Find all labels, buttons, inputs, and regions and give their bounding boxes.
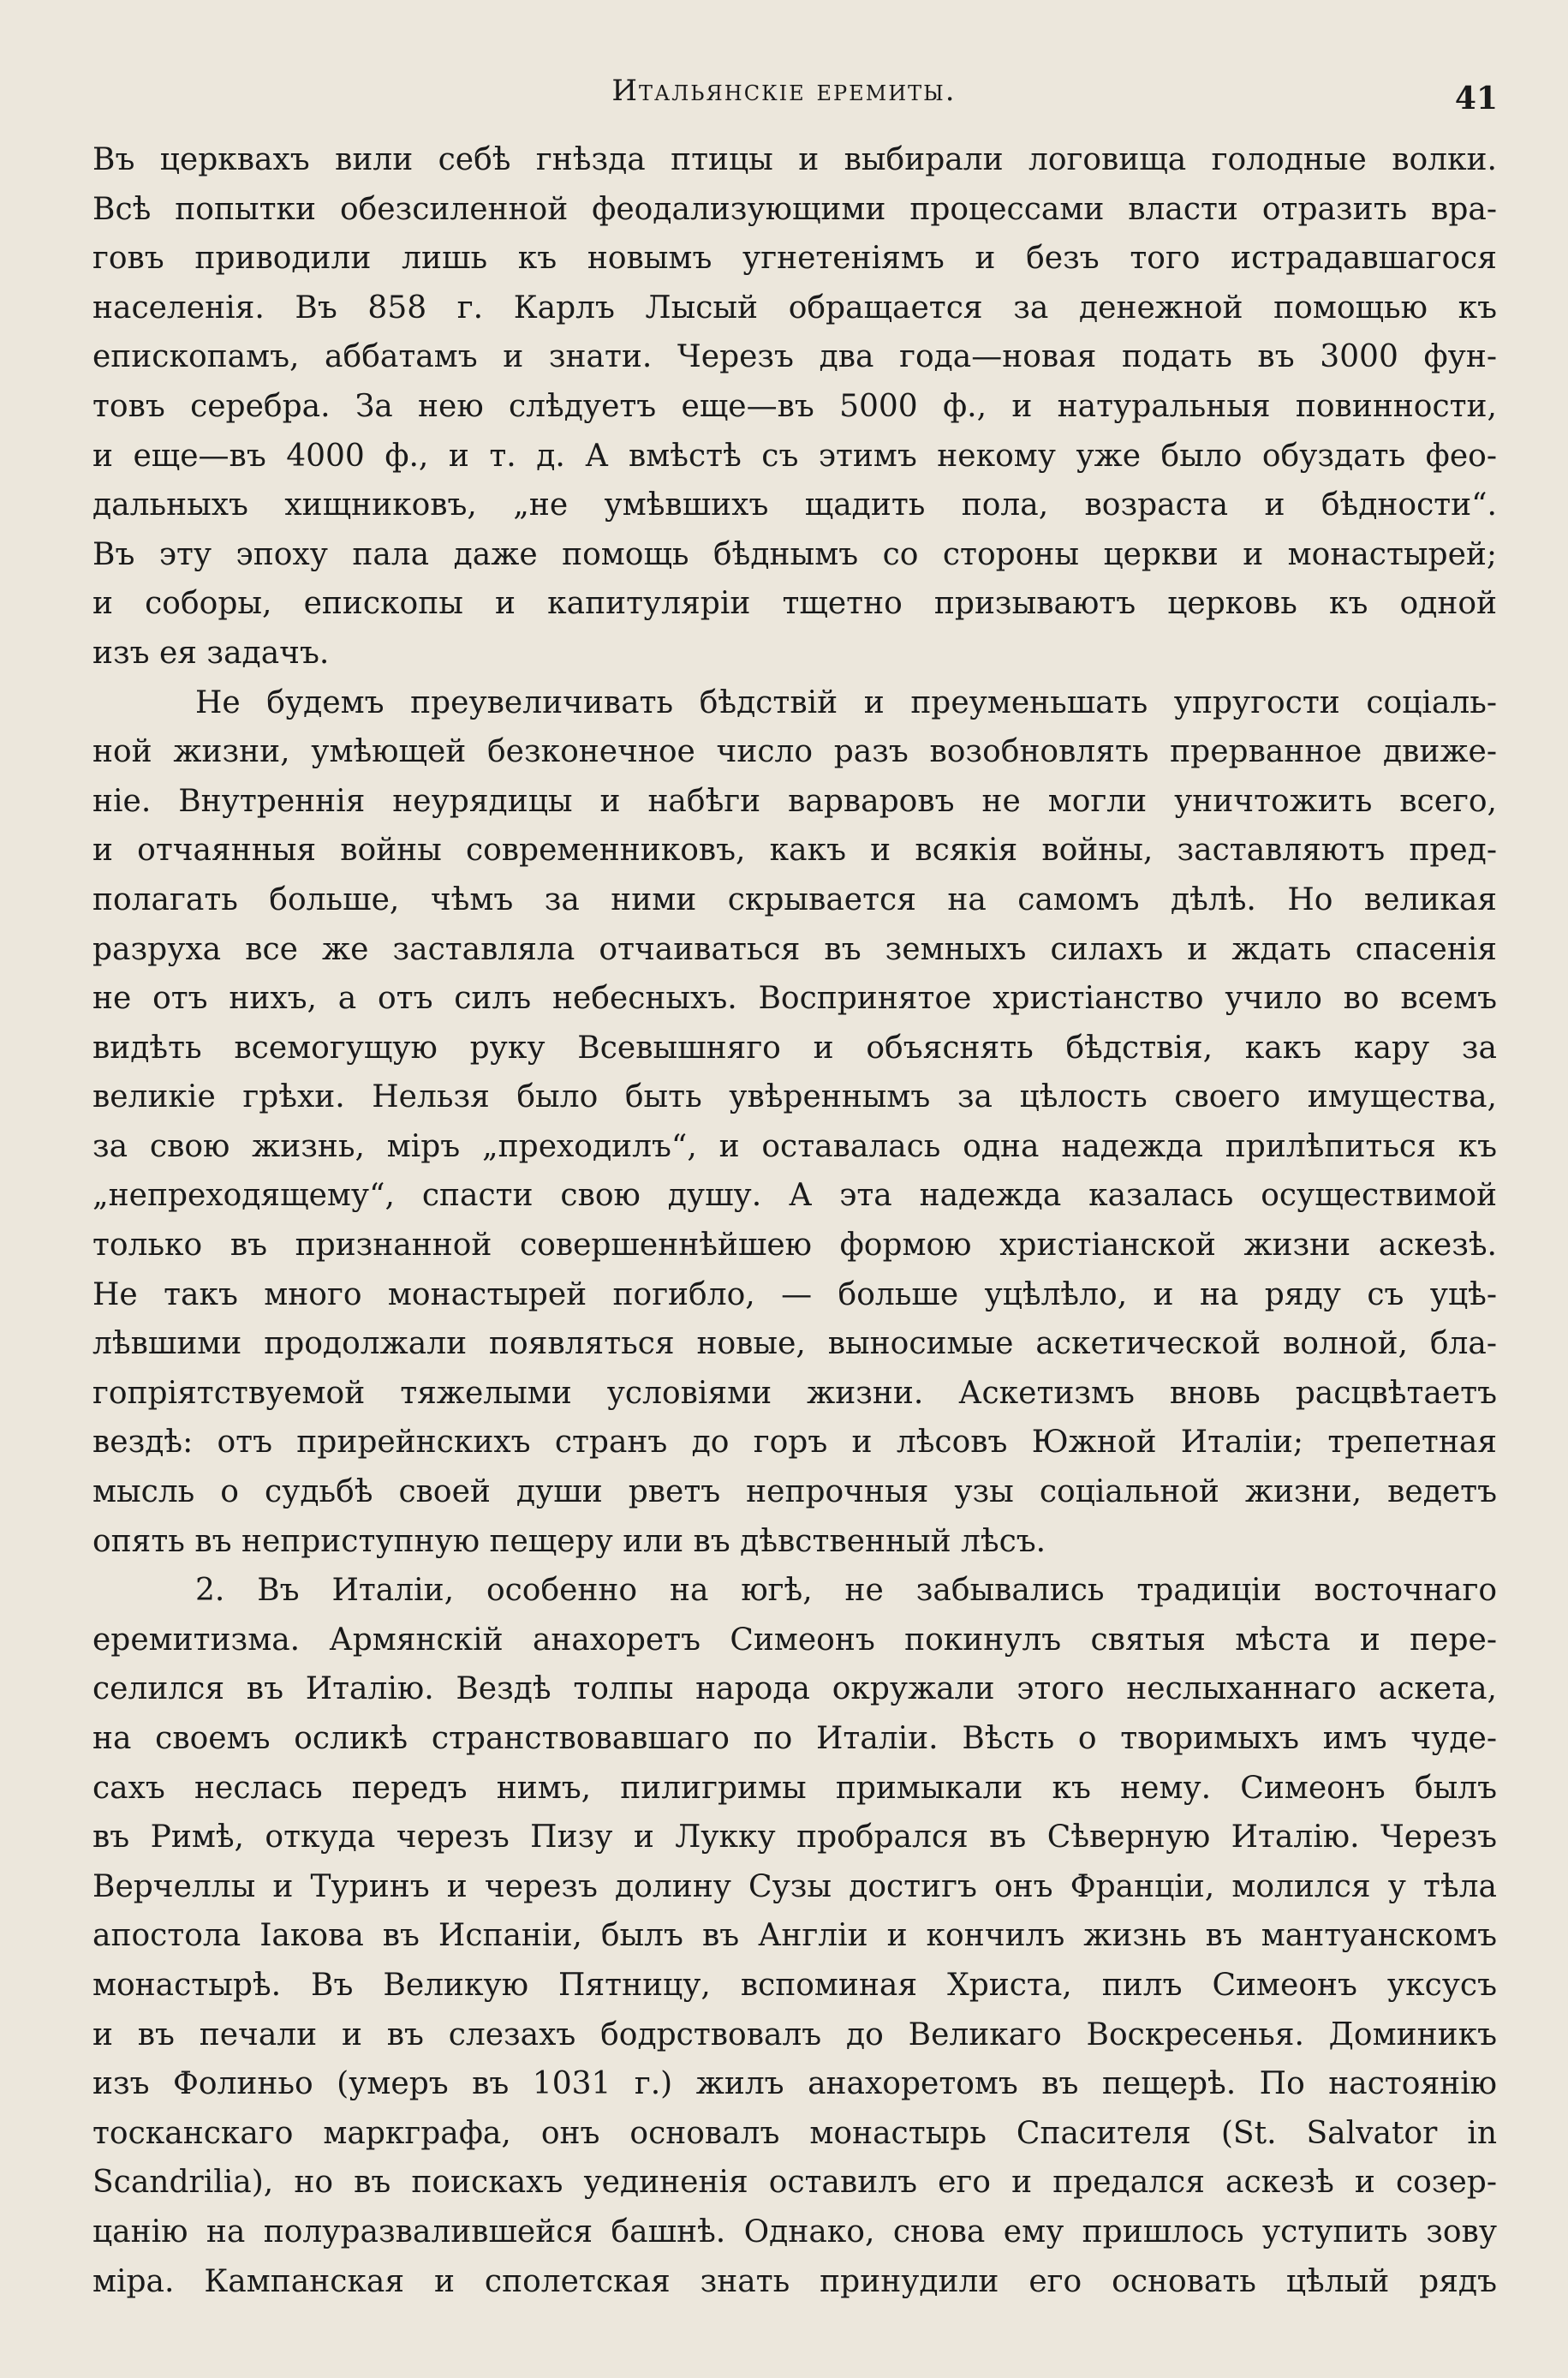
text-line: въ Римѣ, откуда черезъ Пизу и Лукку пробрался въ Сѣверную Италію. Черезъ <box>92 1819 1497 1855</box>
text-line: ной жизни, умѣющей безконечное число разъ возобновлять прерванное движе- <box>92 734 1497 770</box>
text-line: Верчеллы и Туринъ и черезъ долину Сузы достигъ онъ Франціи, молился у тѣла <box>92 1868 1497 1904</box>
text-line: товъ серебра. За нею слѣдуетъ еще—въ 5000 ф., и натуральныя повинности, <box>92 388 1497 424</box>
text-line: Scandrilia), но въ поискахъ уединенія оставилъ его и предался аскезѣ и созер- <box>92 2165 1497 2201</box>
text-line: видѣть всемогущую руку Всевышняго и объяснять бѣдствія, какъ кару за <box>92 1030 1497 1066</box>
text-line: Всѣ попытки обезсиленной феодализующими процессами власти отразить вра- <box>92 191 1497 227</box>
text-line: только въ признанной совершеннѣйшею формою христіанской жизни аскезѣ. <box>92 1228 1497 1264</box>
body-text <box>92 135 1497 2306</box>
text-line: населенія. Въ 858 г. Карлъ Лысый обращается за денежной помощью къ <box>92 290 1497 326</box>
text-line: міра. Кампанская и сполетская знать принудили его основать цѣлый рядъ <box>92 2263 1497 2299</box>
text-line: и соборы, епископы и капитуляріи тщетно призываютъ церковь къ одной <box>92 586 1497 622</box>
text-line: еремитизма. Армянскій анахоретъ Симеонъ покинулъ святыя мѣста и пере- <box>92 1622 1497 1658</box>
text-line: тосканскаго маркграфа, онъ основалъ монастырь Спасителя (St. Salvator in <box>92 2115 1497 2151</box>
text-line: лѣвшими продолжали появляться новые, выносимые аскетической волной, бла- <box>92 1326 1497 1362</box>
text-line: не отъ нихъ, а отъ силъ небесныхъ. Воспринятое христіанство учило во всемъ <box>92 981 1497 1017</box>
text-line: Въ эту эпоху пала даже помощь бѣднымъ со стороны церкви и монастырей; <box>92 536 1497 572</box>
text-line: гопріятствуемой тяжелыми условіями жизни. Аскетизмъ вновь расцвѣтаетъ <box>92 1375 1497 1411</box>
running-title: Итальянскіе еремиты. <box>611 74 957 108</box>
text-line: „непреходящему“, спасти свою душу. А эта надежда казалась осуществимой <box>92 1178 1497 1214</box>
text-line: мысль о судьбѣ своей души рветъ непрочныя узы соціальной жизни, ведетъ <box>92 1474 1497 1510</box>
text-line: селился въ Италію. Вездѣ толпы народа окружали этого неслыханнаго аскета, <box>92 1671 1497 1707</box>
text-line: цанію на полуразвалившейся башнѣ. Однако, снова ему пришлось уступить зову <box>92 2214 1497 2250</box>
text-line: изъ Фолиньо (умеръ въ 1031 г.) жилъ анахоретомъ въ пещерѣ. По настоянію <box>92 2066 1497 2102</box>
text-line: говъ приводили лишь къ новымъ угнетеніямъ и безъ того истрадавшагося <box>92 241 1497 277</box>
text-line: 2. Въ Италіи, особенно на югѣ, не забывались традиціи восточнаго <box>195 1573 1497 1609</box>
text-line: монастырѣ. Въ Великую Пятницу, вспоминая Христа, пилъ Симеонъ уксусъ <box>92 1967 1497 2003</box>
text-line: сахъ неслась передъ нимъ, пилигримы примыкали къ нему. Симеонъ былъ <box>92 1770 1497 1806</box>
text-line: опять въ неприступную пещеру или въ дѣвственный лѣсъ. <box>92 1523 1046 1559</box>
text-line: дальныхъ хищниковъ, „не умѣвшихъ щадить пола, возраста и бѣдности“. <box>92 487 1497 523</box>
text-line: великіе грѣхи. Нельзя было быть увѣреннымъ за цѣлость своего имущества, <box>92 1079 1497 1115</box>
running-head <box>0 74 1568 117</box>
text-line: разруха все же заставляла отчаиваться въ земныхъ силахъ и ждать спасенія <box>92 931 1497 967</box>
text-line: на своемъ осликѣ странствовавшаго по Италіи. Вѣсть о творимыхъ имъ чуде- <box>92 1721 1497 1756</box>
text-line: за свою жизнь, міръ „преходилъ“, и оставалась одна надежда прилѣпиться къ <box>92 1128 1497 1164</box>
text-line: и въ печали и въ слезахъ бодрствовалъ до Великаго Воскресенья. Доминикъ <box>92 2017 1497 2052</box>
text-line: ніе. Внутреннія неурядицы и набѣги варваровъ не могли уничтожить всего, <box>92 783 1497 819</box>
text-line: изъ ея задачъ. <box>92 635 330 671</box>
text-line: вездѣ: отъ прирейнскихъ странъ до горъ и лѣсовъ Южной Италіи; трепетная <box>92 1425 1497 1461</box>
text-line: Въ церквахъ вили себѣ гнѣзда птицы и выбирали логовища голодные волки. <box>92 142 1497 177</box>
text-line: и отчаянныя войны современниковъ, какъ и всякія войны, заставляютъ пред- <box>92 833 1497 869</box>
text-line: и еще—въ 4000 ф., и т. д. А вмѣстѣ съ этимъ некому уже было обуздать фео- <box>92 438 1497 474</box>
text-line: Не такъ много монастырей погибло, — больше уцѣлѣло, и на ряду съ уцѣ- <box>92 1276 1497 1312</box>
text-line: епископамъ, аббатамъ и знати. Черезъ два года—новая подать въ 3000 фун- <box>92 339 1497 375</box>
text-line: полагать больше, чѣмъ за ними скрывается на самомъ дѣлѣ. Но великая <box>92 881 1497 917</box>
text-line: Не будемъ преувеличивать бѣдствій и преуменьшать упругости соціаль- <box>195 684 1497 720</box>
text-line: апостола Іакова въ Испаніи, былъ въ Англіи и кончилъ жизнь въ мантуанскомъ <box>92 1918 1497 1954</box>
page-number: 41 <box>1454 81 1498 117</box>
